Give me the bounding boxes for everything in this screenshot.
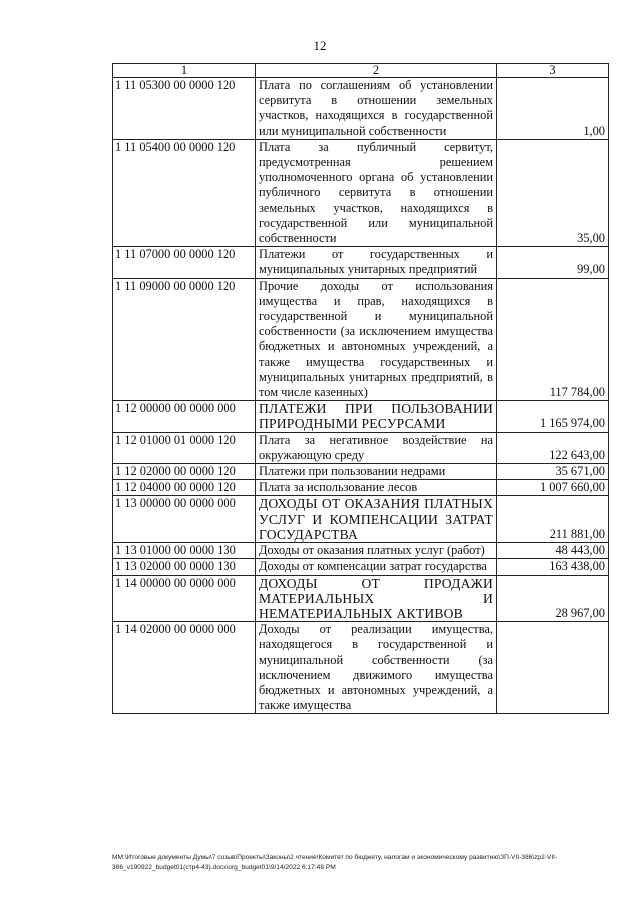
revenue-amount-cell: 35 671,00 <box>497 464 609 480</box>
revenue-name-cell: Платежи при пользовании недрами <box>256 464 497 480</box>
revenue-amount-cell: 211 881,00 <box>497 496 609 543</box>
table-row <box>113 464 609 480</box>
table-row <box>113 622 609 714</box>
table-row <box>113 401 609 432</box>
revenue-amount-cell: 28 967,00 <box>497 575 609 622</box>
revenue-amount-cell: 1 007 660,00 <box>497 480 609 496</box>
table-row <box>113 575 609 622</box>
revenue-name-cell: Плата за публичный сервитут, предусмотренная решением уполномоченного органа об установлении публичного сервитута в отношении земельных участков, находящихся в государственной или муниципальной собственности <box>256 139 497 246</box>
revenue-amount-cell: 1 165 974,00 <box>497 401 609 432</box>
revenue-amount-cell: 163 438,00 <box>497 559 609 575</box>
revenue-code-cell: 1 12 02000 00 0000 120 <box>113 464 256 480</box>
table-row <box>113 278 609 401</box>
revenue-amount-cell <box>497 622 609 714</box>
revenue-code-cell: 1 14 02000 00 0000 000 <box>113 622 256 714</box>
revenue-name-cell: ДОХОДЫ ОТ ОКАЗАНИЯ ПЛАТНЫХ УСЛУГ И КОМПЕНСАЦИИ ЗАТРАТ ГОСУДАРСТВА <box>256 496 497 543</box>
revenue-name-cell: Доходы от реализации имущества, находящегося в государственной и муниципальной собственности (за исключением движимого имущества бюджетных и автономных учреждений, а также имущества <box>256 622 497 714</box>
revenue-name-cell: Плата за негативное воздействие на окружающую среду <box>256 432 497 463</box>
revenue-code-cell: 1 11 05300 00 0000 120 <box>113 78 256 140</box>
revenue-amount-cell: 35,00 <box>497 139 609 246</box>
table-row <box>113 559 609 575</box>
column-header-name: 2 <box>256 64 497 78</box>
table-row <box>113 139 609 246</box>
table-row <box>113 247 609 278</box>
revenue-code-cell: 1 13 01000 00 0000 130 <box>113 543 256 559</box>
column-header-amount: 3 <box>497 64 609 78</box>
revenue-amount-cell: 1,00 <box>497 78 609 140</box>
revenue-name-cell: Доходы от оказания платных услуг (работ) <box>256 543 497 559</box>
footer-line-1: ММ:\Итоговые документы Думы\7 созыв\Проекты\Законы\2 чтение\Комитет по бюджету, налогам и экономическому развитию\ЗП-VII-386\zp2-VII- <box>112 854 558 861</box>
revenue-name-cell: Платежи от государственных и муниципальных унитарных предприятий <box>256 247 497 278</box>
table-row <box>113 480 609 496</box>
revenue-name-cell: Плата по соглашениям об установлении сервитута в отношении земельных участков, находящихся в государственной или муниципальной собственности <box>256 78 497 140</box>
revenue-code-cell: 1 11 07000 00 0000 120 <box>113 247 256 278</box>
revenue-code-cell: 1 13 02000 00 0000 130 <box>113 559 256 575</box>
column-header-code: 1 <box>113 64 256 78</box>
revenue-code-cell: 1 12 04000 00 0000 120 <box>113 480 256 496</box>
revenue-name-cell: Плата за использование лесов <box>256 480 497 496</box>
table-row <box>113 78 609 140</box>
document-path-footer <box>112 853 612 873</box>
table-row <box>113 432 609 463</box>
revenue-code-cell: 1 11 05400 00 0000 120 <box>113 139 256 246</box>
revenue-code-cell: 1 14 00000 00 0000 000 <box>113 575 256 622</box>
revenue-amount-cell: 99,00 <box>497 247 609 278</box>
revenue-amount-cell: 48 443,00 <box>497 543 609 559</box>
revenue-amount-cell: 117 784,00 <box>497 278 609 401</box>
table-row <box>113 543 609 559</box>
page-number: 12 <box>313 38 327 53</box>
footer-line-2: 386_v190922_budget01(стр4-43).docx\org_budget01\9/14/2022 6:17:48 PM <box>112 864 336 871</box>
revenue-name-cell: ПЛАТЕЖИ ПРИ ПОЛЬЗОВАНИИ ПРИРОДНЫМИ РЕСУРСАМИ <box>256 401 497 432</box>
table-header-row <box>113 64 609 78</box>
revenue-code-cell: 1 12 00000 00 0000 000 <box>113 401 256 432</box>
revenue-name-cell: ДОХОДЫ ОТ ПРОДАЖИ МАТЕРИАЛЬНЫХ И НЕМАТЕРИАЛЬНЫХ АКТИВОВ <box>256 575 497 622</box>
table-row <box>113 496 609 543</box>
revenue-name-cell: Прочие доходы от использования имущества и прав, находящихся в государственной и муниципальной собственности (за исключением имущества бюджетных и автономных учреждений, а также имущества государственных и муниципальных унитарных предприятий, в том числе казенных) <box>256 278 497 401</box>
revenue-code-cell: 1 12 01000 01 0000 120 <box>113 432 256 463</box>
revenue-name-cell: Доходы от компенсации затрат государства <box>256 559 497 575</box>
budget-revenue-table <box>112 63 609 714</box>
revenue-amount-cell: 122 643,00 <box>497 432 609 463</box>
revenue-code-cell: 1 11 09000 00 0000 120 <box>113 278 256 401</box>
revenue-code-cell: 1 13 00000 00 0000 000 <box>113 496 256 543</box>
